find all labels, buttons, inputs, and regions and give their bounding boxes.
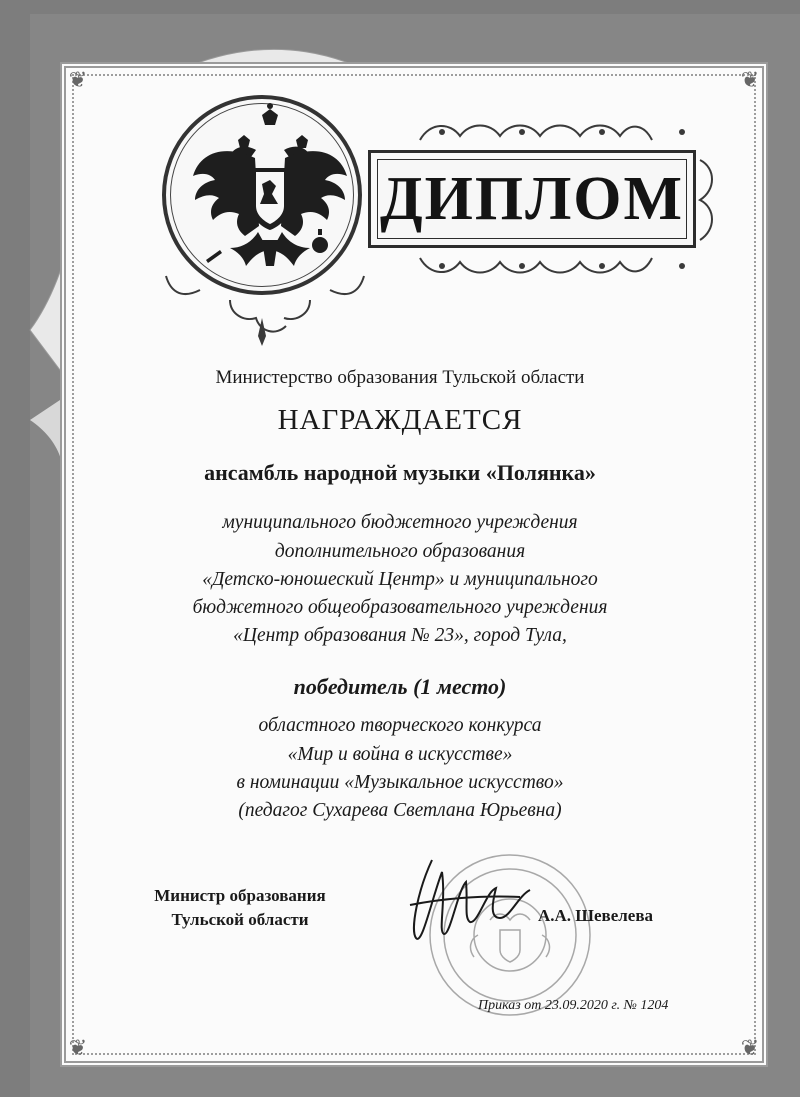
contest-line: «Мир и война в искусстве» <box>287 744 513 765</box>
ministry-name: Министерство образования Тульской области <box>215 367 585 388</box>
corner-ornament-icon: ❦ <box>740 67 760 92</box>
organization-line: бюджетного общеобразовательного учреждения <box>192 597 608 618</box>
awarded-heading: НАГРАЖДАЕТСЯ <box>277 404 523 436</box>
organization-line: «Детско-юношеский Центр» и муниципального <box>202 569 598 590</box>
recipient-name: ансамбль народной музыки «Полянка» <box>204 460 596 485</box>
organization-line: «Центр образования № 23», город Тула, <box>233 625 567 646</box>
contest-line: (педагог Сухарева Светлана Юрьевна) <box>238 800 562 821</box>
contest-line: областного творческого конкурса <box>258 715 542 736</box>
signer-title-line: Тульской области <box>171 910 309 929</box>
corner-ornament-icon: ❦ <box>68 67 88 92</box>
organization-line: дополнительного образования <box>274 541 526 562</box>
order-reference: Приказ от 23.09.2020 г. № 1204 <box>478 998 669 1013</box>
corner-ornament-icon: ❦ <box>68 1035 88 1060</box>
corner-ornament-icon: ❦ <box>740 1035 760 1060</box>
contest-line: в номинации «Музыкальное искусство» <box>236 772 564 793</box>
signer-title-line: Министр образования <box>154 886 326 905</box>
organization-line: муниципального бюджетного учреждения <box>222 512 578 533</box>
signer-name: А.А. Шевелева <box>538 906 654 925</box>
award-result: победитель (1 место) <box>293 674 507 699</box>
diploma-title: ДИПЛОМ <box>379 165 685 233</box>
